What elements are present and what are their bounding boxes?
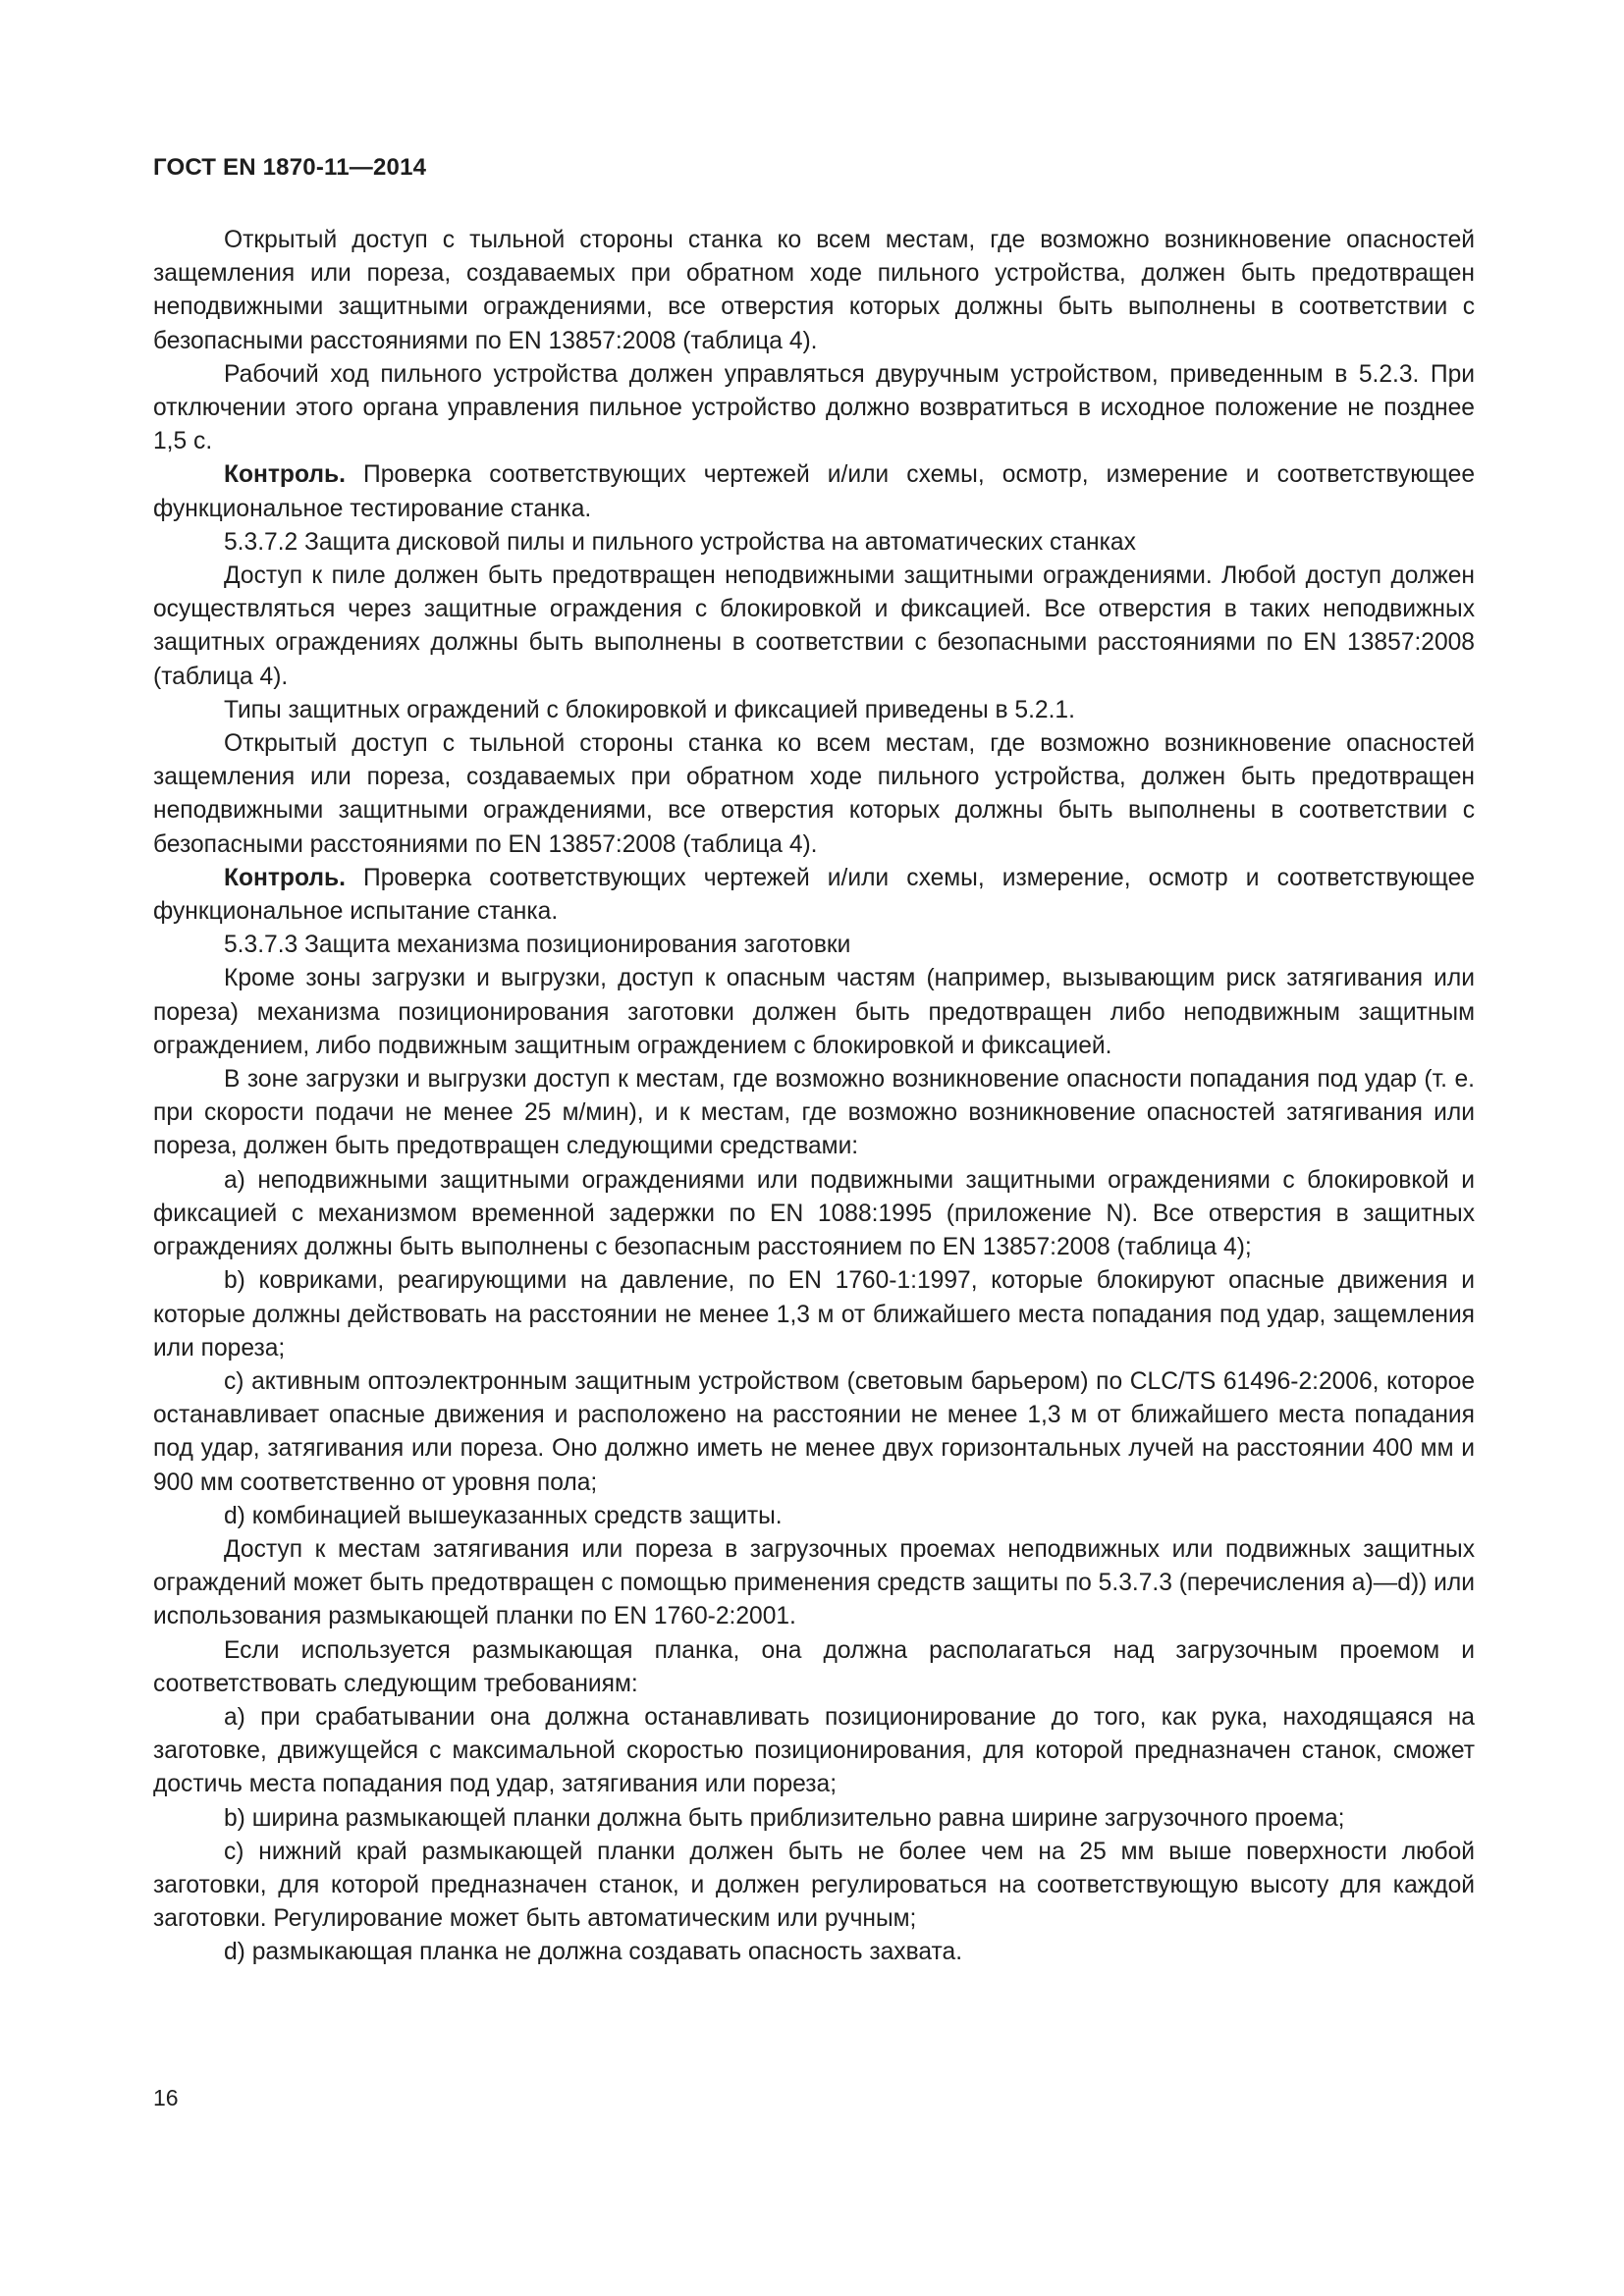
paragraph-bold-lead: Контроль. xyxy=(224,864,346,891)
paragraph xyxy=(153,224,1475,358)
paragraph-text: a) неподвижными защитными ограждениями или подвижными защитными ограждениями с блокировкой и фиксацией с механизмом временной задержки по EN 1088:1995 (приложение N). Все отверстия в защитных ограждениях должны быть выполнены с безопасным расстоянием по EN 13857:2008 (таблица 4); xyxy=(153,1166,1475,1261)
paragraph xyxy=(153,358,1475,459)
paragraph-text: d) размыкающая планка не должна создавать опасность захвата. xyxy=(224,1939,963,1966)
paragraph-text: c) нижний край размыкающей планки должен быть не более чем на 25 мм выше поверхности любой заготовки, для которой предназначен станок, и должен регулироваться на соответствующую высоту для каждой заготовки. Регулирование может быть автоматическим или ручным; xyxy=(153,1838,1475,1933)
paragraph-text: Открытый доступ с тыльной стороны станка ко всем местам, где возможно возникновение опасностей защемления или пореза, создаваемых при обратном ходе пильного устройства, должен быть предотвращен неподвижными защитными ограждениями, все отверстия которых должны быть выполнены в соответствии с безопасными расстояниями по EN 13857:2008 (таблица 4). xyxy=(153,227,1475,354)
paragraph-text: b) ковриками, реагирующими на давление, по EN 1760-1:1997, которые блокируют опасные движения и которые должны действовать на расстоянии не менее 1,3 м от ближайшего места попадания под удар, защемления или пореза; xyxy=(153,1267,1475,1362)
paragraph-text: Если используется размыкающая планка, она должна располагаться над загрузочным проемом и соответствовать следующим требованиям: xyxy=(153,1636,1475,1697)
paragraph-text: d) комбинацией вышеуказанных средств защиты. xyxy=(224,1502,783,1529)
list-item xyxy=(153,1701,1475,1802)
list-item xyxy=(153,1802,1475,1836)
section-heading xyxy=(153,929,1475,962)
paragraph-text: a) при срабатывании она должна останавливать позиционирование до того, как рука, находящаяся на заготовке, движущейся с максимальной скоростью позиционирования, для которой предназначен станок, сможет достичь места попадания под удар, затягивания или пореза; xyxy=(153,1703,1475,1798)
paragraph xyxy=(153,727,1475,862)
paragraph-text: Кроме зоны загрузки и выгрузки, доступ к опасным частям (например, вызывающим риск затягивания или пореза) механизма позиционирования заготовки должен быть предотвращен либо неподвижным защитным ограждением, либо подвижным защитным ограждением с блокировкой и фиксацией. xyxy=(153,965,1475,1059)
section-heading xyxy=(153,526,1475,560)
list-item xyxy=(153,1164,1475,1265)
list-item xyxy=(153,1365,1475,1500)
document-body xyxy=(153,224,1475,1970)
paragraph-text: Проверка соответствующих чертежей и/или схемы, измерение, осмотр и соответствующее функциональное испытание станка. xyxy=(153,864,1475,926)
paragraph xyxy=(153,1533,1475,1634)
document-header: ГОСТ EN 1870-11—2014 xyxy=(153,154,427,181)
paragraph-text: Типы защитных ограждений с блокировкой и фиксацией приведены в 5.2.1. xyxy=(224,696,1075,723)
paragraph-text: Доступ к местам затягивания или пореза в загрузочных проемах неподвижных или подвижных защитных ограждений может быть предотвращен с помощью применения средств защиты по 5.3.7.3 (перечисления a)—d)) или использования размыкающей планки по EN 1760-2:2001. xyxy=(153,1535,1475,1630)
paragraph-text: Проверка соответствующих чертежей и/или схемы, осмотр, измерение и соответствующее функциональное тестирование станка. xyxy=(153,461,1475,522)
paragraph-text: В зоне загрузки и выгрузки доступ к местам, где возможно возникновение опасности попадания под удар (т. е. при скорости подачи не менее 25 м/мин), и к местам, где возможно возникновение опасностей затягивания или пореза, должен быть предотвращен следующими средствами: xyxy=(153,1066,1475,1160)
list-item xyxy=(153,1264,1475,1365)
paragraph-bold-lead: Контроль. xyxy=(224,461,346,489)
list-item xyxy=(153,1500,1475,1533)
paragraph xyxy=(153,1063,1475,1164)
paragraph xyxy=(153,1634,1475,1701)
paragraph-text: 5.3.7.3 Защита механизма позиционирования заготовки xyxy=(224,932,851,959)
paragraph-text: c) активным оптоэлектронным защитным устройством (световым барьером) по CLC/TS 61496-2:2006, которое останавливает опасные движения и расположено на расстоянии не менее 1,3 м от ближайшего места попадания под удар, затягивания или пореза. Оно должно иметь не менее двух горизонтальных лучей на расстоянии 400 мм и 900 мм соответственно от уровня пола; xyxy=(153,1367,1475,1496)
paragraph-text: Рабочий ход пильного устройства должен управляться двуручным устройством, приведенным в 5.2.3. При отключении этого органа управления пильное устройство должно возвратиться в исходное положение не позднее 1,5 с. xyxy=(153,360,1475,455)
paragraph-text: Открытый доступ с тыльной стороны станка ко всем местам, где возможно возникновение опасностей защемления или пореза, создаваемых при обратном ходе пильного устройства, должен быть предотвращен неподвижными защитными ограждениями, все отверстия которых должны быть выполнены в соответствии с безопасными расстояниями по EN 13857:2008 (таблица 4). xyxy=(153,730,1475,858)
paragraph xyxy=(153,694,1475,727)
paragraph xyxy=(153,962,1475,1063)
paragraph-text: 5.3.7.2 Защита дисковой пилы и пильного устройства на автоматических станках xyxy=(224,528,1136,556)
paragraph xyxy=(153,862,1475,929)
paragraph xyxy=(153,458,1475,525)
list-item xyxy=(153,1836,1475,1937)
list-item xyxy=(153,1936,1475,1969)
paragraph xyxy=(153,560,1475,694)
paragraph-text: b) ширина размыкающей планки должна быть приблизительно равна ширине загрузочного проема; xyxy=(224,1804,1345,1832)
page-number: 16 xyxy=(153,2085,179,2110)
paragraph-text: Доступ к пиле должен быть предотвращен неподвижными защитными ограждениями. Любой доступ должен осуществляться через защитные ограждения с блокировкой и фиксацией. Все отверстия в таких неподвижных защитных ограждениях должны быть выполнены в соответствии с безопасными расстояниями по EN 13857:2008 (таблица 4). xyxy=(153,562,1475,690)
